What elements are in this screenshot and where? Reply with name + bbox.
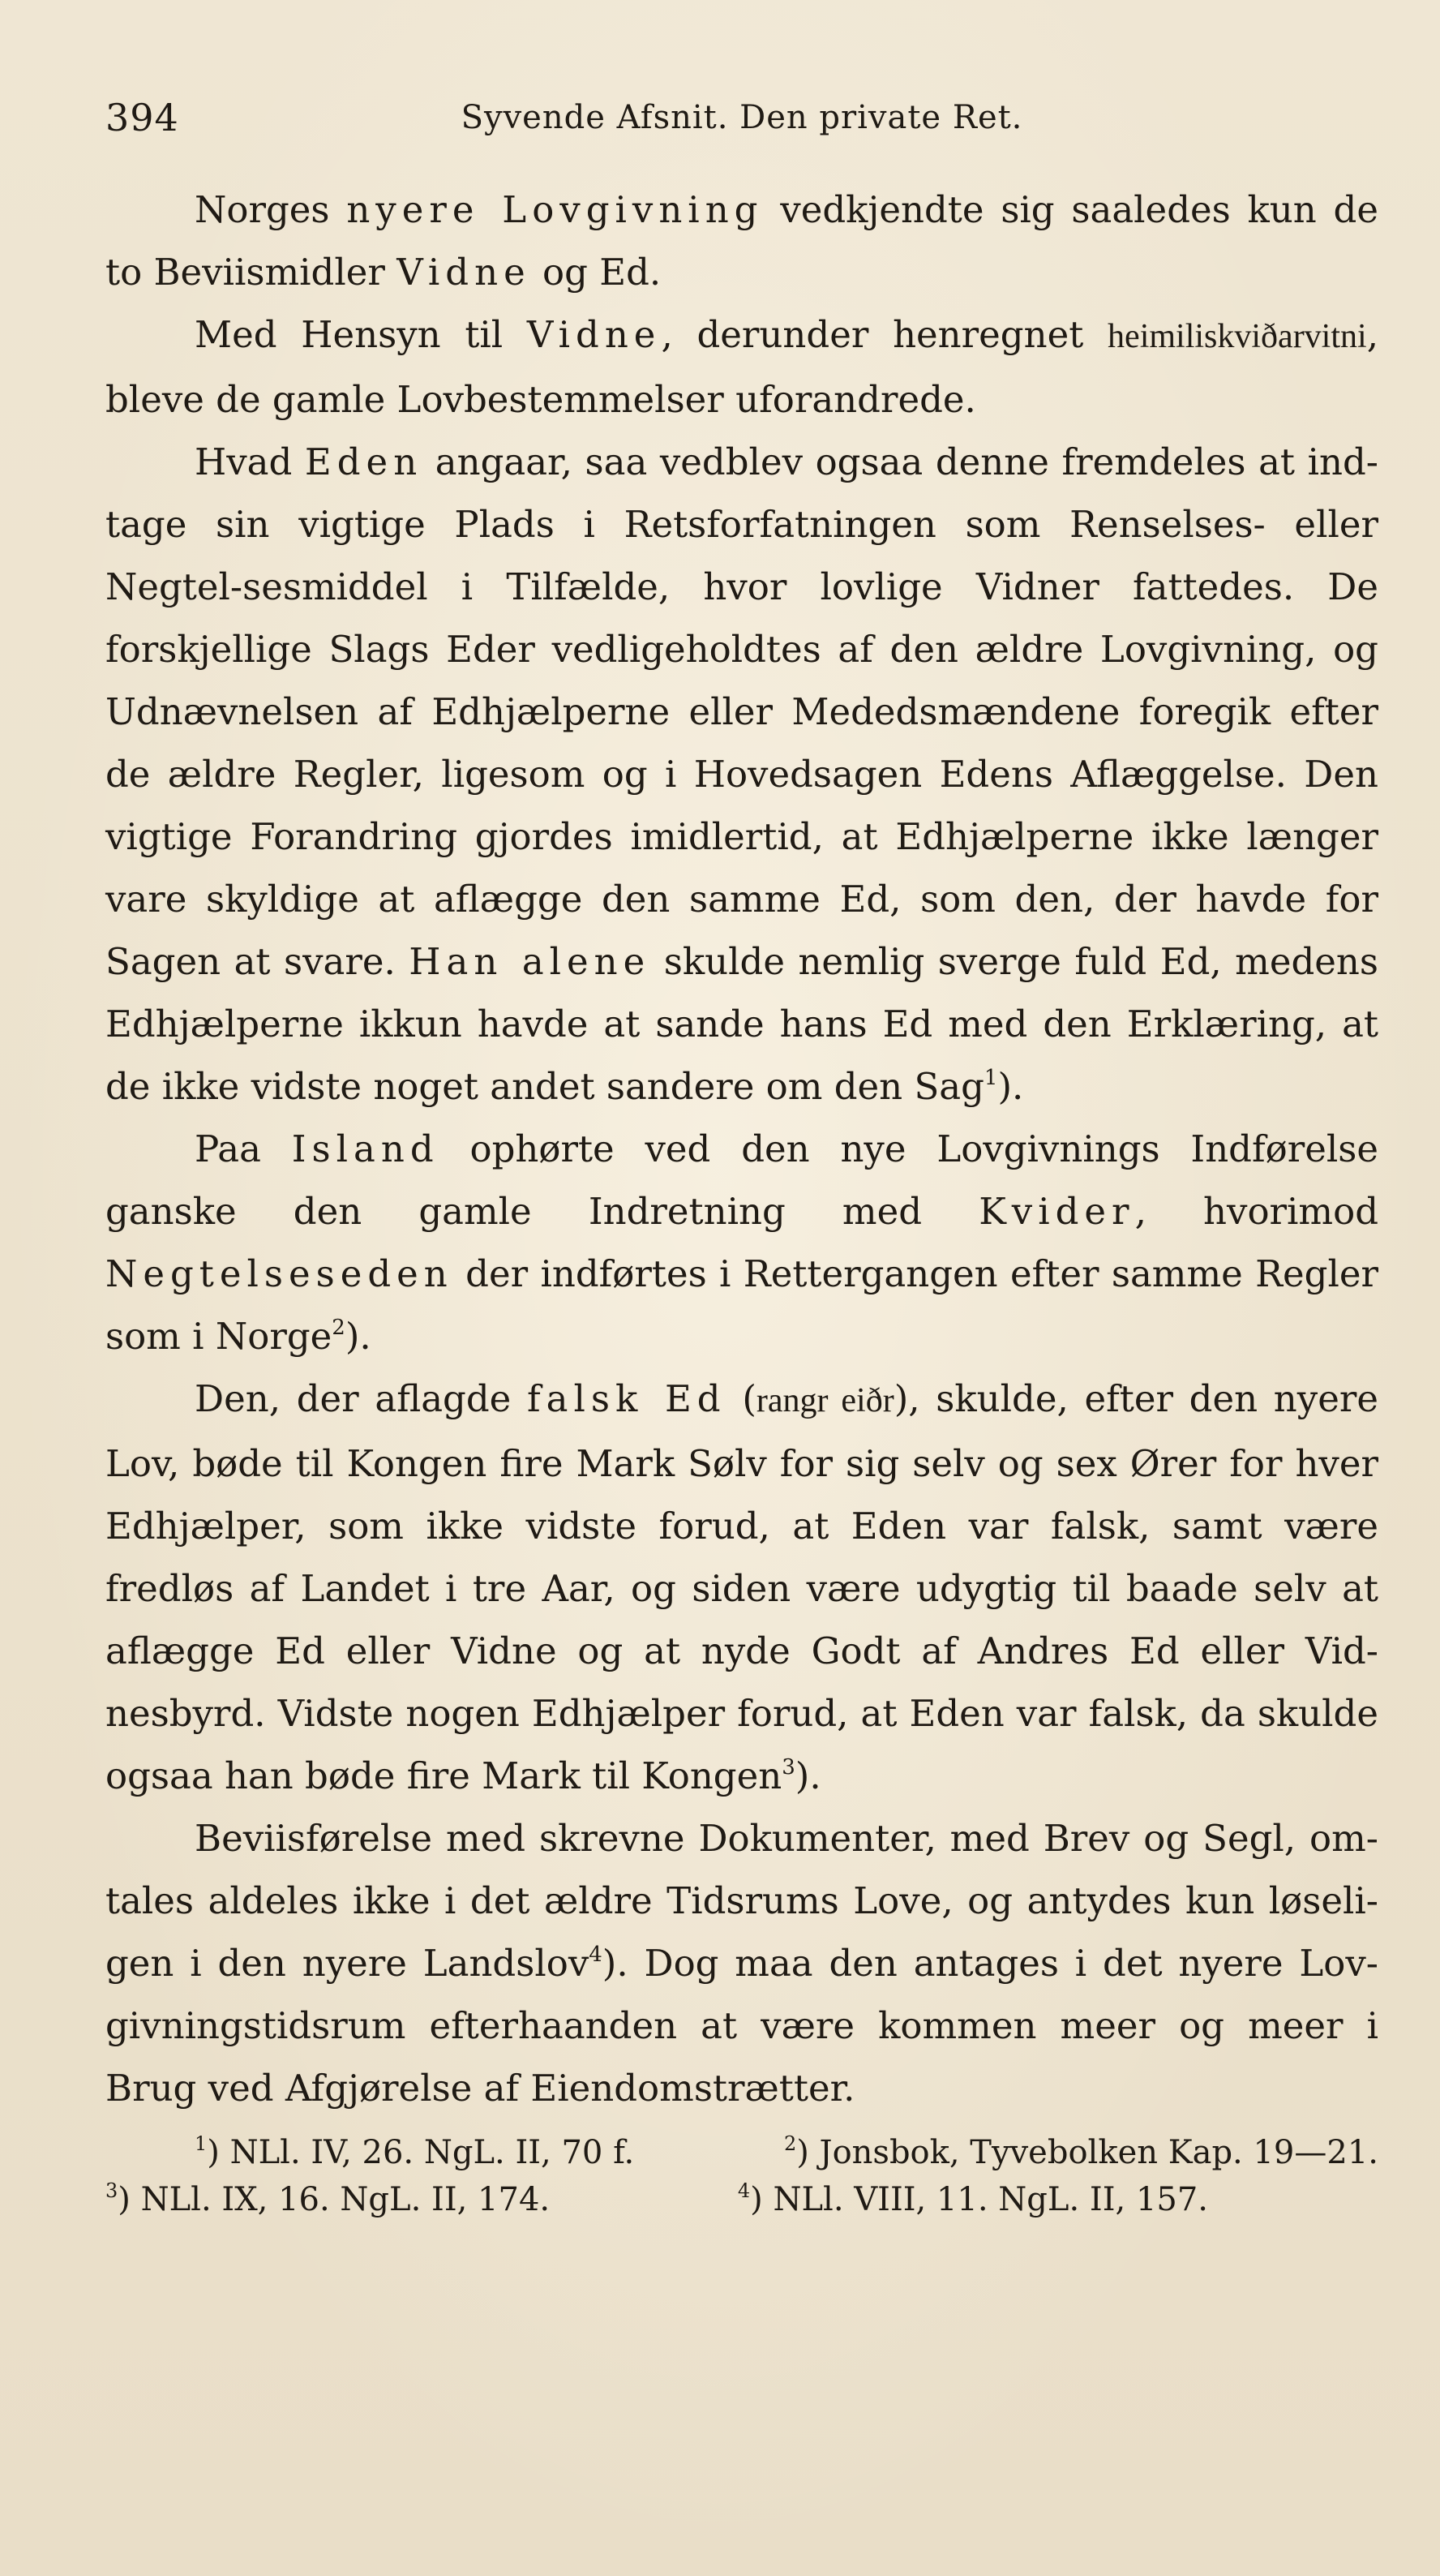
footnote-row — [105, 2176, 1378, 2223]
footnote-mark: 3 — [105, 2179, 118, 2202]
emphasis-kvider: Kvider — [979, 1190, 1135, 1233]
emphasis-vidne-2: Vidne — [526, 313, 662, 356]
footnote-ref-3[interactable]: 3 — [782, 1755, 795, 1780]
paragraph-6: Beviisførelse med skrevne Dokumenter, med Brev og Segl, om-tales aldeles ikke i det ældre Tidsrums Love, og antydes kun løseli-gen i den nyere Landslov$^4$). Dog maa den antages i det nyere Lov-givningstidsrum efterhaanden at være kommen meer og meer i Brug ved Afgjørelse af Eiendomstrætter. — [105, 1817, 1379, 2110]
footnote-mark: 1 — [195, 2132, 208, 2155]
paragraph-2: Med Hensyn til Vidne, derunder henregnet heimiliskviðarvitni, bleve de gamle Lovbestemmelser uforandrede. — [105, 313, 1378, 421]
paragraph-4: Paa Island ophørte ved den nye Lovgivnings Indførelse ganske den gamle Indretning med Kvider, hvorimod Negtelseseden der indførtes i Rettergangen efter samme Regler som i Norge$^2$). — [105, 1127, 1379, 1358]
paragraph-1: Norges nyere Lovgivning vedkjendte sig saaledes kun de to Beviismidler Vidne og Ed. — [105, 188, 1378, 294]
footnote-2: $^2$) Jonsbok, Tyvebolken Kap. 19—21. — [783, 2132, 1378, 2171]
footnote-mark: 2 — [783, 2132, 797, 2155]
old-norse-term: heimiliskviðarvitni — [1108, 318, 1367, 355]
page-number: 394 — [105, 96, 179, 140]
footnote-ref-4[interactable]: 4 — [589, 1943, 602, 1967]
emphasis-negtelseseden: Negtelseseden — [105, 1252, 453, 1295]
emphasis-eden: Eden — [304, 440, 423, 483]
running-head: Syvende Afsnit. Den private Ret. — [461, 99, 1023, 136]
footnote-ref-2[interactable]: 2 — [332, 1316, 345, 1340]
emphasis-nyere-lovgivning: nyere Lovgivning — [346, 188, 764, 231]
footnote-1: $^1$) NLl. IV, 26. NgL. II, 70 f. — [195, 2132, 635, 2171]
emphasis-falsk-ed: falsk Ed — [527, 1377, 726, 1420]
emphasis-han-alene: Han alene — [409, 940, 651, 983]
page-header — [105, 96, 1378, 144]
paragraph-3: Hvad Eden angaar, saa vedblev ogsaa denne fremdeles at ind-tage sin vigtige Plads i Retsforfatningen som Renselses- eller Negtel-sesmiddel i Tilfælde, hvor lovlige Vidner fattedes. De forskjellige Slags Eder vedligeholdtes af den ældre Lovgivning, og Udnævnelsen af Edhjælperne eller Mededsmændene foregik efter de ældre Regler, ligesom og i Hovedsagen Edens Aflæggelse. Den vigtige Forandring gjordes imidlertid, at Edhjælperne ikke længer vare skyldige at aflægge den samme Ed, som den, der havde for Sagen at svare. Han alene skulde nemlig sverge fuld Ed, medens Edhjælperne ikkun havde at sande hans Ed med den Erklæring, at de ikke vidste noget andet sandere om den Sag$^1$). — [105, 440, 1378, 1108]
footnote-row — [105, 2129, 1378, 2176]
old-norse-term-2: rangr eiðr — [756, 1382, 894, 1419]
footnotes — [105, 2129, 1378, 2223]
paragraph-5: Den, der aflagde falsk Ed (rangr eiðr), skulde, efter den nyere Lov, bøde til Kongen fire Mark Sølv for sig selv og sex Ører for hver Edhjælper, som ikke vidste forud, at Eden var falsk, samt være fredløs af Landet i tre Aar, og siden være udygtig til baade selv at aflægge Ed eller Vidne og at nyde Godt af Andres Ed eller Vid-nesbyrd. Vidste nogen Edhjælper forud, at Eden var falsk, da skulde ogsaa han bøde fire Mark til Kongen$^3$). — [105, 1377, 1378, 1797]
footnote-ref-1[interactable]: 1 — [984, 1066, 998, 1090]
body-text — [105, 178, 1378, 2119]
emphasis-vidne: Vidne — [396, 251, 531, 294]
footnote-3: $^3$) NLl. IX, 16. NgL. II, 174. — [105, 2179, 551, 2218]
emphasis-ed: Ed — [599, 251, 649, 294]
emphasis-island: Island — [291, 1127, 439, 1170]
footnote-4: $^4$) NLl. VIII, 11. NgL. II, 157. — [737, 2179, 1208, 2218]
footnote-mark: 4 — [737, 2179, 751, 2202]
